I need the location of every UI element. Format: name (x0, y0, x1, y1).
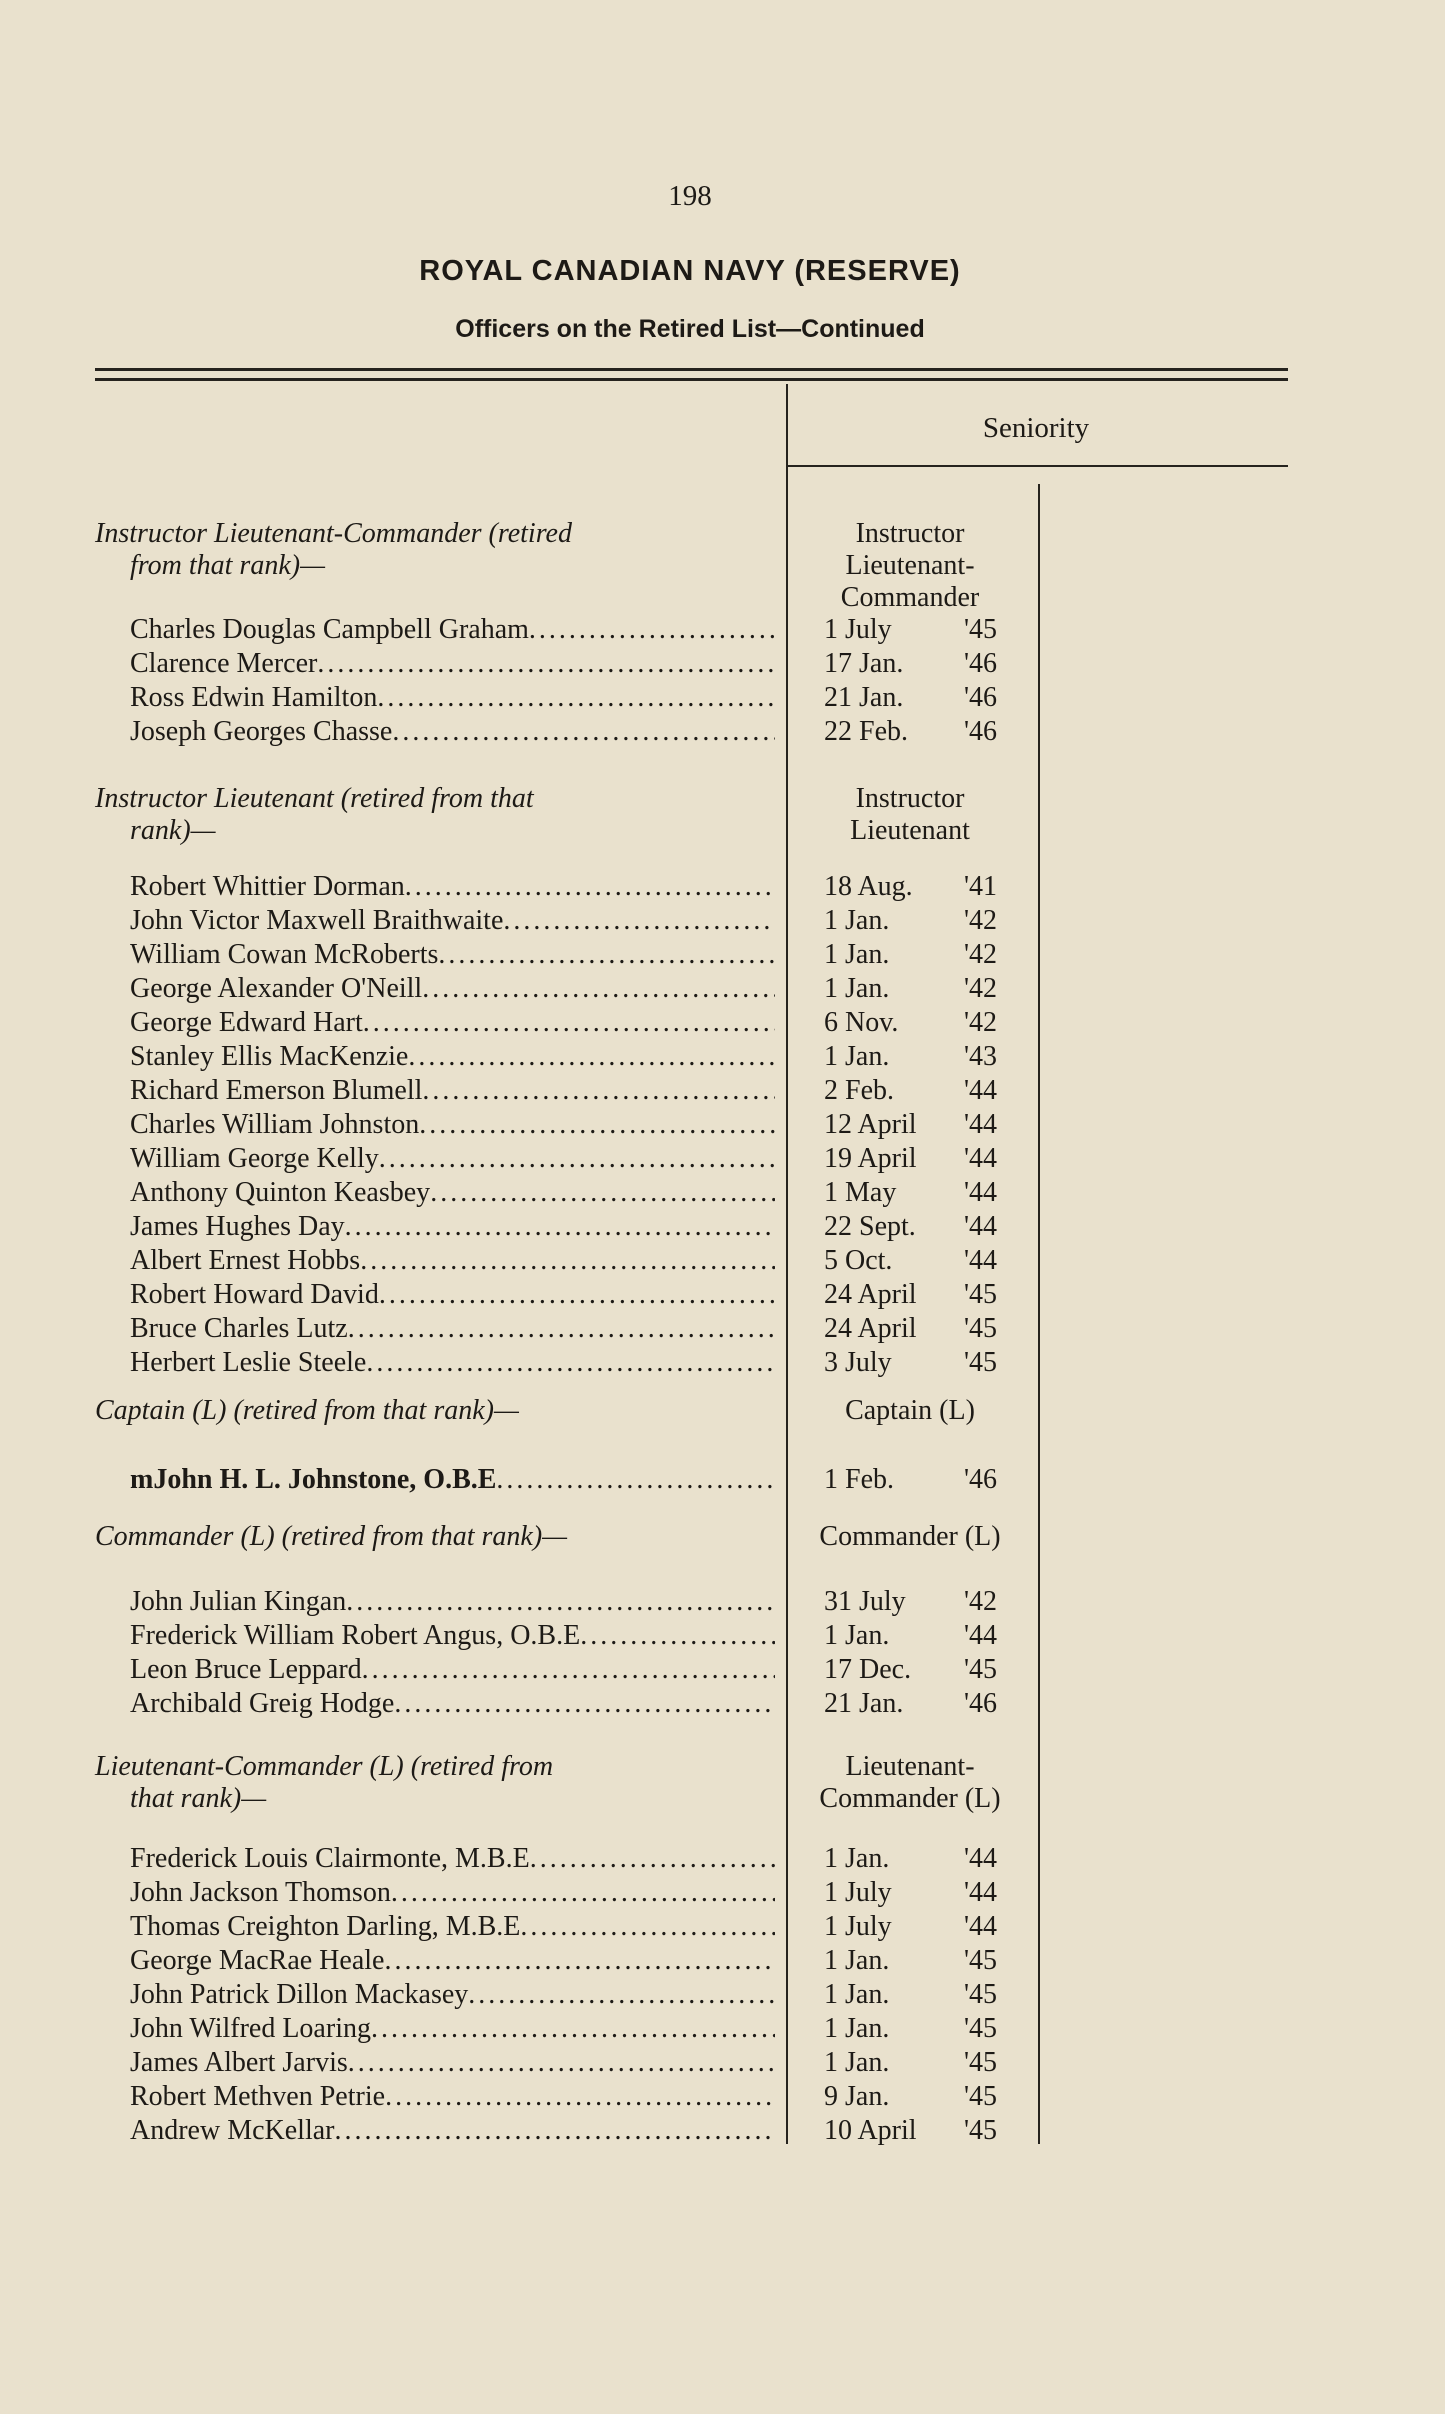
officer-name: Joseph Georges Chasse ..... (130, 715, 775, 748)
officer-name: mJohn H. L. Johnstone, O.B.E ..... (130, 1463, 775, 1496)
officer-name: George Edward Hart ..... (130, 1006, 775, 1039)
officer-name: Ross Edwin Hamilton ..... (130, 681, 775, 714)
officer-name: John Julian Kingan ..... (130, 1585, 775, 1618)
officer-name: Frederick Louis Clairmonte, M.B.E ..... (130, 1842, 775, 1875)
heading-line: Instructor Lieutenant-Commander (retired (95, 518, 572, 549)
seniority-date: 1 Jan. '43 (824, 1041, 998, 1072)
seniority-date: 1 July '45 (824, 614, 998, 645)
heading-line: from that rank)— (130, 550, 325, 581)
seniority-date: 22 Sept. '44 (824, 1211, 998, 1242)
seniority-date: 17 Dec. '45 (824, 1654, 998, 1685)
seniority-date: 21 Jan. '46 (824, 682, 998, 713)
rank-line: Lieutenant- (845, 550, 975, 581)
seniority-date: 5 Oct. '44 (824, 1245, 998, 1276)
top-rule-1 (95, 368, 1288, 371)
seniority-date: 1 Jan. '45 (824, 2047, 998, 2078)
seniority-date: 1 Jan. '45 (824, 1979, 998, 2010)
top-rule-2 (95, 378, 1288, 381)
heading-line: Captain (L) (retired from that rank)— (95, 1395, 519, 1426)
officer-name: Anthony Quinton Keasbey ..... (130, 1176, 775, 1209)
seniority-date: 1 July '44 (824, 1877, 998, 1908)
section-heading (95, 1395, 775, 1427)
rank-label (786, 1395, 1034, 1427)
officer-name: Albert Ernest Hobbs ..... (130, 1244, 775, 1277)
officer-name: Clarence Mercer ..... (130, 647, 775, 680)
rank-line: Commander (L) (819, 1521, 1001, 1552)
officer-name: James Hughes Day ..... (130, 1210, 775, 1243)
section-heading (95, 518, 775, 582)
seniority-date: 1 May '44 (824, 1177, 998, 1208)
rank-line: Captain (L) (845, 1395, 975, 1426)
officer-name: George MacRae Heale ..... (130, 1944, 775, 1977)
seniority-date: 17 Jan. '46 (824, 648, 998, 679)
seniority-date: 1 Jan. '45 (824, 1945, 998, 1976)
officer-name: Richard Emerson Blumell ..... (130, 1074, 775, 1107)
seniority-date: 12 April '44 (824, 1109, 998, 1140)
rank-line: Instructor (855, 783, 965, 814)
officer-name: Charles Douglas Campbell Graham ..... (130, 613, 775, 646)
rank-label (786, 1521, 1034, 1553)
seniority-date: 21 Jan. '46 (824, 1688, 998, 1719)
heading-line: Instructor Lieutenant (retired from that (95, 783, 534, 814)
seniority-date: 1 Jan. '44 (824, 1843, 998, 1874)
column-divider (786, 384, 788, 2144)
officer-name: Herbert Leslie Steele ..... (130, 1346, 775, 1379)
section-heading (95, 1521, 775, 1553)
seniority-date: 1 Jan. '42 (824, 905, 998, 936)
rank-label (786, 1751, 1034, 1815)
column-header-rule (786, 465, 1288, 467)
seniority-date: 2 Feb. '44 (824, 1075, 998, 1106)
seniority-date: 1 Feb. '46 (824, 1464, 998, 1495)
seniority-date: 24 April '45 (824, 1313, 998, 1344)
page-subtitle: Officers on the Retired List—Continued (455, 315, 925, 343)
officer-name: George Alexander O'Neill ..... (130, 972, 775, 1005)
officer-name: Leon Bruce Leppard ..... (130, 1653, 775, 1686)
officer-name: James Albert Jarvis ..... (130, 2046, 775, 2079)
officer-name: John Jackson Thomson ..... (130, 1876, 775, 1909)
page-title: ROYAL CANADIAN NAVY (RESERVE) (419, 255, 961, 287)
officer-name: John Wilfred Loaring ..... (130, 2012, 775, 2045)
column-header-seniority: Seniority (982, 412, 1090, 444)
rank-line: Lieutenant (850, 815, 970, 846)
seniority-date: 1 July '44 (824, 1911, 998, 1942)
officer-name: Robert Whittier Dorman ..... (130, 870, 775, 903)
seniority-date: 18 Aug. '41 (824, 871, 998, 902)
page-number: 198 (668, 180, 712, 212)
heading-line: Commander (L) (retired from that rank)— (95, 1521, 568, 1552)
officer-name: Robert Methven Petrie ..... (130, 2080, 775, 2113)
rank-label (786, 518, 1034, 614)
seniority-date: 10 April '45 (824, 2115, 998, 2146)
officer-name: Archibald Greig Hodge ..... (130, 1687, 775, 1720)
seniority-date: 1 Jan. '42 (824, 973, 998, 1004)
seniority-date: 31 July '42 (824, 1586, 998, 1617)
officer-name: John Victor Maxwell Braithwaite ..... (130, 904, 775, 937)
right-column-line (1038, 484, 1040, 2144)
heading-line: that rank)— (130, 1783, 267, 1814)
officer-name: Stanley Ellis MacKenzie ..... (130, 1040, 775, 1073)
officer-name: Thomas Creighton Darling, M.B.E ..... (130, 1910, 775, 1943)
officer-name: Bruce Charles Lutz ..... (130, 1312, 775, 1345)
officer-name: Frederick William Robert Angus, O.B.E ..... (130, 1619, 775, 1652)
heading-line: rank)— (130, 815, 216, 846)
seniority-date: 24 April '45 (824, 1279, 998, 1310)
officer-name: William Cowan McRoberts ..... (130, 938, 775, 971)
officer-name: Charles William Johnston ..... (130, 1108, 775, 1141)
seniority-date: 1 Jan. '42 (824, 939, 998, 970)
section-heading (95, 783, 775, 847)
seniority-date: 9 Jan. '45 (824, 2081, 998, 2112)
seniority-date: 1 Jan. '45 (824, 2013, 998, 2044)
rank-line: Commander (840, 582, 980, 613)
rank-label (786, 783, 1034, 847)
seniority-date: 1 Jan. '44 (824, 1620, 998, 1651)
seniority-date: 22 Feb. '46 (824, 716, 998, 747)
officer-name: John Patrick Dillon Mackasey ..... (130, 1978, 775, 2011)
seniority-date: 19 April '44 (824, 1143, 998, 1174)
rank-line: Instructor (855, 518, 965, 549)
seniority-date: 6 Nov. '42 (824, 1007, 998, 1038)
seniority-date: 3 July '45 (824, 1347, 998, 1378)
officer-name: William George Kelly ..... (130, 1142, 775, 1175)
rank-line: Lieutenant- (845, 1751, 975, 1782)
section-heading (95, 1751, 775, 1815)
officer-name: Robert Howard David ..... (130, 1278, 775, 1311)
rank-line: Commander (L) (819, 1783, 1001, 1814)
heading-line: Lieutenant-Commander (L) (retired from (95, 1751, 554, 1782)
officer-name: Andrew McKellar ..... (130, 2114, 775, 2147)
